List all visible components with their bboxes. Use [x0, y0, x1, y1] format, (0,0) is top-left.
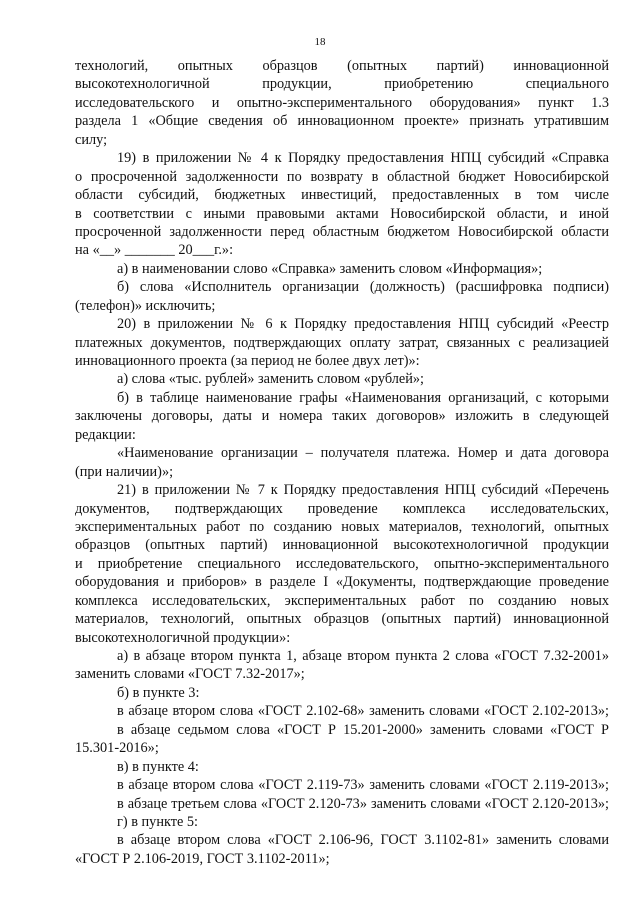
text-line: на «__» _______ 20___г.»: [75, 242, 234, 259]
text-line: и приобретение специального исследовательского, опытно-экспериментального [75, 555, 609, 572]
text-line: исследовательского и опытно-экспериментального оборудования» пункт 1.3 [75, 94, 609, 111]
text-line: документов, подтверждающих проведение комплекса исследовательских, [75, 500, 609, 517]
text-line: о просроченной задолженности по возврату в областной бюджет Новосибирской [75, 168, 609, 185]
page-number: 18 [314, 36, 326, 48]
text-line: в абзаце третьем слова «ГОСТ 2.120-73» заменить словами «ГОСТ 2.120-2013»; [117, 795, 609, 812]
text-line: «ГОСТ Р 2.106-2019, ГОСТ 3.1102-2011»; [75, 850, 330, 867]
text-line: г) в пункте 5: [117, 813, 199, 830]
text-line: силу; [75, 131, 108, 148]
text-line: а) слова «тыс. рублей» заменить словом «рублей»; [117, 371, 425, 388]
text-line: заключены договоры, даты и номера таких договоров» изложить в следующей [75, 408, 609, 425]
text-line: в абзаце втором слова «ГОСТ 2.106-96, ГОСТ 3.1102-81» заменить словами [117, 832, 609, 849]
text-line: (телефон)» исключить; [75, 297, 216, 314]
text-line: технологий, опытных образцов (опытных партий) инновационной [75, 58, 609, 74]
text-line: (при наличии)»; [75, 463, 174, 480]
text-line: в) в пункте 4: [117, 758, 199, 775]
text-line: редакции: [75, 426, 136, 443]
text-line: высокотехнологичной продукции»: [75, 629, 291, 646]
text-line: 15.301-2016»; [75, 740, 159, 757]
text-line: 21) в приложении № 7 к Порядку предоставления НПЦ субсидий «Перечень [117, 482, 609, 499]
text-line: высокотехнологичной продукции, приобретению специального [75, 76, 609, 93]
text-line: заменить словами «ГОСТ 7.32-2017»; [75, 666, 305, 683]
text-line: образцов (опытных партий) инновационной высокотехнологичной продукции [75, 537, 609, 554]
text-line: а) в наименовании слово «Справка» заменить словом «Информация»; [117, 260, 543, 277]
text-line: просроченной задолженности перед областным бюджетом Новосибирской области [75, 223, 609, 240]
text-line: оборудования и приборов» в разделе I «Документы, подтверждающие проведение [75, 574, 609, 591]
text-line: «Наименование организации – получателя платежа. Номер и дата договора [117, 445, 609, 462]
document-body [75, 57, 609, 868]
text-line: раздела 1 «Общие сведения об инновационном проекте» признать утратившим [75, 113, 609, 130]
text-line: 19) в приложении № 4 к Порядку предоставления НПЦ субсидий «Справка [117, 150, 609, 167]
text-line: материалов, технологий, опытных образцов (опытных партий) инновационной [75, 611, 609, 628]
text-line: комплекса исследовательских, экспериментальных работ по созданию новых [75, 592, 609, 609]
text-line: инновационного проекта (за период не более двух лет)»: [75, 353, 420, 369]
text-line: а) в абзаце втором пункта 1, абзаце втором пункта 2 слова «ГОСТ 7.32-2001» [117, 648, 609, 664]
text-line: в абзаце втором слова «ГОСТ 2.119-73» заменить словами «ГОСТ 2.119-2013»; [117, 777, 609, 794]
text-line: платежных документов, подтверждающих оплату затрат, связанных с реализацией [75, 334, 609, 351]
text-line: экспериментальных работ по созданию новых материалов, технологий, опытных [75, 518, 609, 535]
text-line: в соответствии с иными правовыми актами Новосибирской области, и иной [75, 205, 609, 222]
text-line: области субсидий, бюджетных инвестиций, предоставленных в том числе [75, 187, 609, 204]
text-line: 20) в приложении № 6 к Порядку предоставления НПЦ субсидий «Реестр [117, 316, 609, 333]
text-line: б) слова «Исполнитель организации (должность) (расшифровка подписи) [117, 279, 609, 296]
text-line: в абзаце седьмом слова «ГОСТ Р 15.201-2000» заменить словами «ГОСТ Р [117, 721, 609, 738]
text-line: б) в таблице наименование графы «Наименования организаций, с которыми [117, 389, 609, 406]
text-line: б) в пункте 3: [117, 684, 200, 701]
text-line: в абзаце втором слова «ГОСТ 2.102-68» заменить словами «ГОСТ 2.102-2013»; [117, 703, 609, 720]
